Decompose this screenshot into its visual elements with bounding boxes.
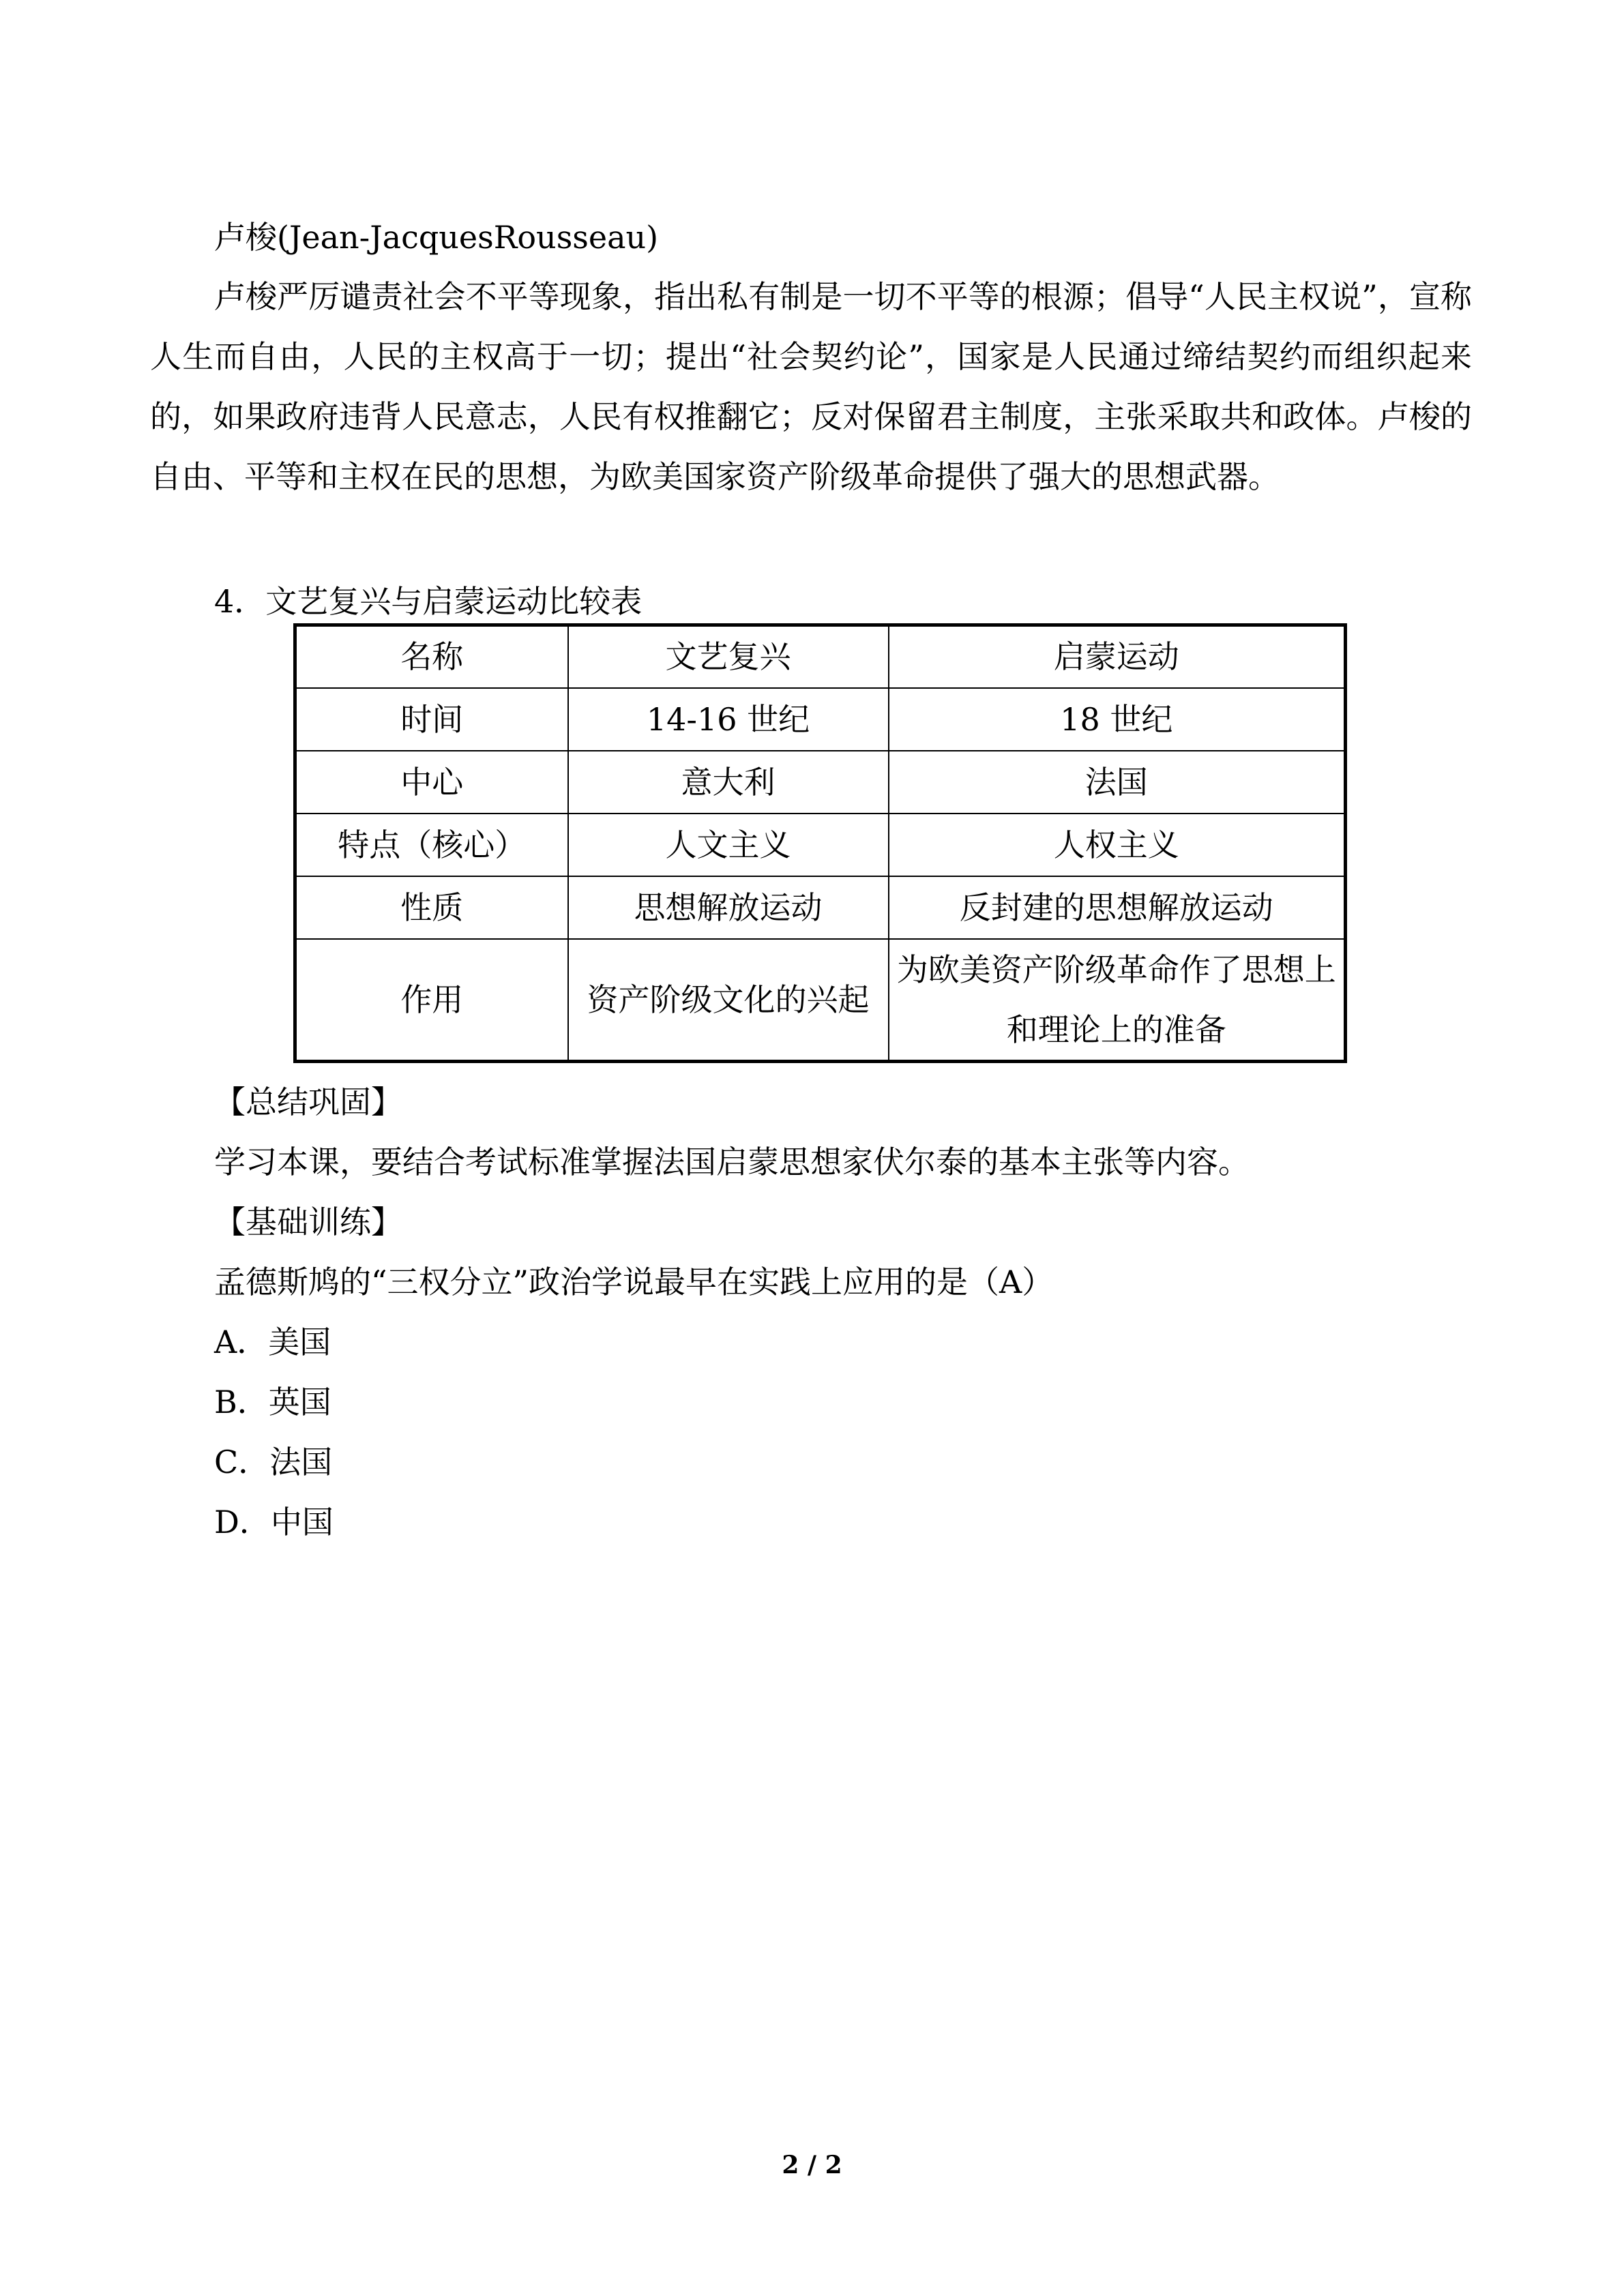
table-cell: 18 世纪 bbox=[889, 688, 1346, 751]
table-cell: 时间 bbox=[295, 688, 568, 751]
table-cell: 法国 bbox=[889, 751, 1346, 814]
rousseau-paragraph: 卢梭严厉谴责社会不平等现象，指出私有制是一切不平等的根源；倡导“人民主权说”，宣称人生而自由，人民的主权高于一切；提出“社会契约论”，国家是人民通过缔结契约而组织起来的，如果政府违背人民意志，人民有权推翻它；反对保留君主制度，主张采取共和政体。卢梭的自由、平等和主权在民的思想，为欧美国家资产阶级革命提供了强大的思想武器。 bbox=[150, 278, 1472, 495]
comparison-table-title: 4．文艺复兴与启蒙运动比较表 bbox=[214, 583, 643, 620]
table-cell: 意大利 bbox=[568, 751, 889, 814]
table-header-cell: 文艺复兴 bbox=[568, 625, 889, 688]
rousseau-heading: 卢梭(Jean-JacquesRousseau) bbox=[214, 219, 659, 256]
training-heading: 【基础训练】 bbox=[214, 1204, 402, 1240]
table-cell: 特点（核心） bbox=[295, 814, 568, 876]
comparison-table bbox=[293, 623, 1347, 1063]
table-cell: 作用 bbox=[295, 939, 568, 1062]
table-row bbox=[295, 814, 1346, 876]
table-row bbox=[295, 876, 1346, 939]
answer-option-c: C．法国 bbox=[214, 1444, 333, 1480]
table-cell: 性质 bbox=[295, 876, 568, 939]
table-cell: 为欧美资产阶级革命作了思想上和理论上的准备 bbox=[889, 939, 1346, 1062]
table-cell: 中心 bbox=[295, 751, 568, 814]
summary-text: 学习本课，要结合考试标准掌握法国启蒙思想家伏尔泰的基本主张等内容。 bbox=[214, 1144, 1250, 1180]
table-header-cell: 名称 bbox=[295, 625, 568, 688]
table-cell: 资产阶级文化的兴起 bbox=[568, 939, 889, 1062]
table-row bbox=[295, 939, 1346, 1062]
table-cell: 人权主义 bbox=[889, 814, 1346, 876]
training-question: 孟德斯鸠的“三权分立”政治学说最早在实践上应用的是（A） bbox=[214, 1264, 1054, 1300]
table-cell: 反封建的思想解放运动 bbox=[889, 876, 1346, 939]
table-cell: 思想解放运动 bbox=[568, 876, 889, 939]
table-cell: 14-16 世纪 bbox=[568, 688, 889, 751]
summary-heading: 【总结巩固】 bbox=[214, 1084, 402, 1120]
table-row bbox=[295, 751, 1346, 814]
table-row bbox=[295, 688, 1346, 751]
answer-option-d: D．中国 bbox=[214, 1504, 334, 1540]
page-number: 2 / 2 bbox=[782, 2151, 842, 2179]
table-header-row bbox=[295, 625, 1346, 688]
answer-option-a: A．美国 bbox=[214, 1324, 331, 1360]
table-header-cell: 启蒙运动 bbox=[889, 625, 1346, 688]
table-cell: 人文主义 bbox=[568, 814, 889, 876]
answer-option-b: B．英国 bbox=[214, 1384, 331, 1420]
